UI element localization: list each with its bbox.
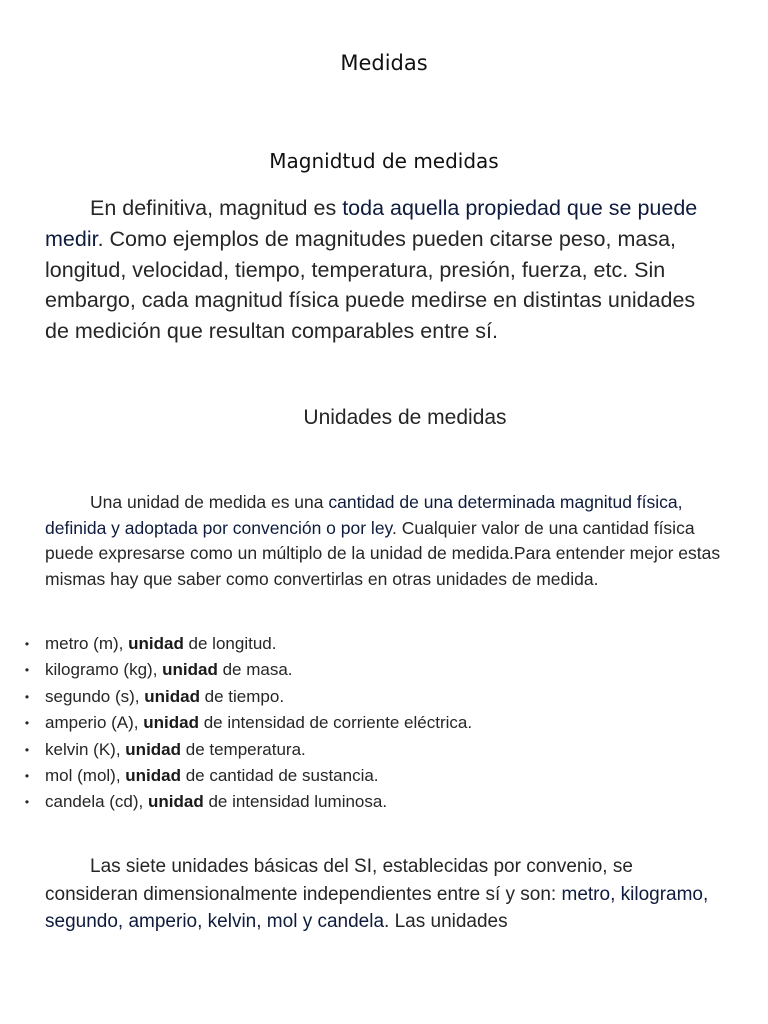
unit-keyword: unidad <box>143 713 199 733</box>
unit-keyword: unidad <box>125 739 182 759</box>
unit-description: de temperatura. <box>181 739 306 759</box>
list-item <box>24 631 725 657</box>
magnitud-link[interactable]: toda aquella propiedad que se puede medir <box>45 196 698 251</box>
unit-keyword: unidad <box>162 660 218 680</box>
unit-description: de cantidad de sustancia. <box>181 766 379 786</box>
si-units-link[interactable]: metro, kilogramo, segundo, amperio, kelvin, mol y candela <box>45 883 709 933</box>
unit-keyword: unidad <box>125 766 181 786</box>
unit-name: candela (cd), <box>45 792 148 812</box>
unit-name: amperio (A), <box>45 713 144 733</box>
section-heading-unidades: Unidades de medidas <box>303 406 507 429</box>
si-units-list <box>24 631 725 816</box>
bullet-icon: • <box>24 742 30 757</box>
paragraph-text: . Cualquier valor de una cantidad física puede expresarse como un múltiplo de la unidad de medida.Para entender mejor estas mismas hay que saber como convertirlas en otras unidades de medida. <box>45 517 721 590</box>
bullet-icon: • <box>24 637 30 651</box>
list-item <box>24 737 725 763</box>
list-item <box>24 657 725 683</box>
unidad-definition-link[interactable]: cantidad de una determinada magnitud física, definida y adoptada por convención o por ley <box>45 492 683 538</box>
list-item <box>24 763 725 789</box>
paragraph-text: Las siete unidades básicas del SI, establecidas por convenio, se consideran dimensionalmente independientes entre sí y son: <box>45 856 633 905</box>
list-item <box>24 684 725 710</box>
unit-description: de intensidad luminosa. <box>203 792 388 812</box>
bullet-icon: • <box>24 689 30 704</box>
unit-description: de intensidad de corriente eléctrica. <box>198 713 473 733</box>
unit-name: metro (m), <box>45 634 129 653</box>
paragraph-text: . Como ejemplos de magnitudes pueden citarse peso, masa, longitud, velocidad, tiempo, temperatura, presión, fuerza, etc. Sin embargo, cada magnitud física puede medirse en distintas unidades de medición que resultan comparables entre sí. <box>45 226 696 344</box>
bullet-icon: • <box>24 769 30 784</box>
unit-keyword: unidad <box>144 686 200 706</box>
paragraph-magnitud <box>45 193 725 347</box>
unit-name: kilogramo (kg), <box>45 660 163 680</box>
unit-keyword: unidad <box>148 792 204 812</box>
list-item <box>24 710 725 736</box>
section-heading-magnitud: Magnidtud de medidas <box>269 149 499 173</box>
unit-description: de masa. <box>217 660 293 680</box>
paragraph-text: En definitiva, magnitud es <box>90 196 343 220</box>
paragraph-text: Una unidad de medida es una <box>90 492 329 512</box>
paragraph-text: . Las unidades <box>384 911 508 933</box>
unit-name: segundo (s), <box>45 686 145 706</box>
list-item <box>24 789 725 815</box>
unit-description: de longitud. <box>183 634 277 653</box>
unit-name: mol (mol), <box>45 766 126 786</box>
unit-description: de tiempo. <box>199 686 285 706</box>
document-title: Medidas <box>340 51 428 75</box>
bullet-icon: • <box>24 663 30 678</box>
unit-name: kelvin (K), <box>45 739 126 759</box>
unit-keyword: unidad <box>128 634 184 653</box>
bullet-icon: • <box>24 716 30 731</box>
bullet-icon: • <box>24 795 30 810</box>
paragraph-unidades <box>45 490 725 593</box>
paragraph-si-units <box>45 853 725 936</box>
